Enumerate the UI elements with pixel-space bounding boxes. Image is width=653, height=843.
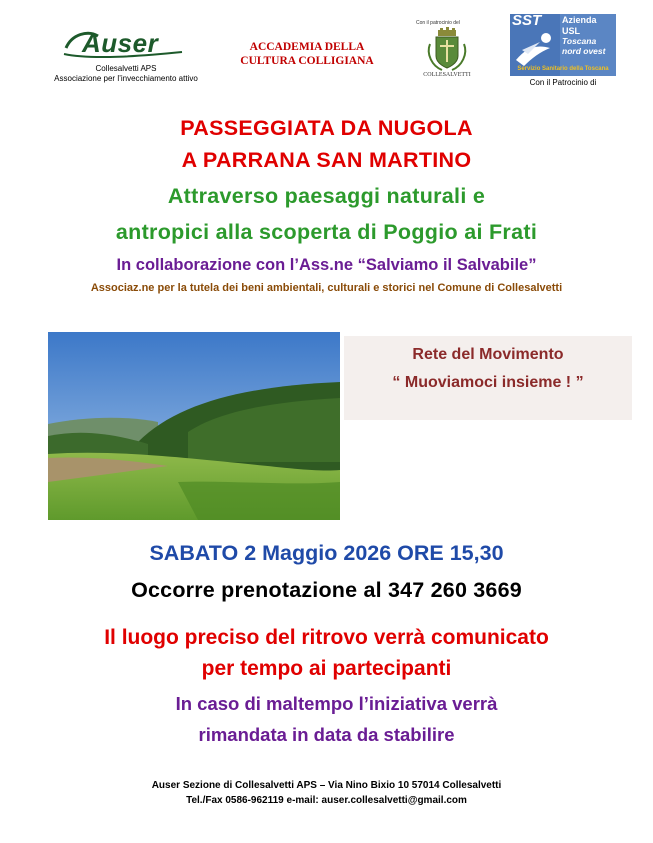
subtitle-line-1: Attraverso paesaggi naturali e [167, 184, 486, 208]
meeting-info-line-2: per tempo ai partecipanti [201, 657, 452, 680]
asl-line-2: USL [562, 26, 580, 36]
comune-name: COLLESALVETTI [423, 72, 471, 78]
collaboration-subtext: Associaz.ne per la tutela dei beni ambientali, culturali e storici nel Comune di Collesalvetti [90, 282, 563, 294]
accademia-line-1: ACCADEMIA DELLA [249, 41, 365, 53]
weather-info-line-2: rimandata in data da stabilire [198, 724, 455, 745]
auser-tagline: Associazione per l’invecchiamento attivo [54, 74, 198, 83]
asl-patrocinio: Con il Patrocinio di [529, 78, 597, 87]
asl-line-3: Toscana [562, 36, 597, 46]
collaboration-text: In collaborazione con l’Ass.ne “Salviamo il Salvabile” [116, 256, 537, 274]
title-line-2: A PARRANA SAN MARTINO [181, 148, 472, 172]
meeting-info-line-1: Il luogo preciso del ritrovo verrà comunicato [104, 626, 549, 649]
event-date: SABATO 2 Maggio 2026 ORE 15,30 [149, 541, 504, 565]
title-line-1: PASSEGGIATA DA NUGOLA [180, 116, 473, 140]
footer-contact: Tel./Fax 0586-962119 e-mail: auser.collesalvetti@gmail.com [186, 795, 467, 806]
accademia-logo-text [226, 40, 388, 68]
accademia-line-2: CULTURA COLLIGIANA [240, 55, 374, 67]
booking-phone: Occorre prenotazione al 347 260 3669 [131, 578, 522, 602]
rete-line-1: Rete del Movimento [412, 346, 564, 363]
auser-name: Auser [82, 28, 159, 58]
weather-info-line-1: In caso di maltempo l’iniziativa verrà [175, 693, 498, 714]
auser-subtitle: Collesalvetti APS [95, 64, 157, 73]
asl-logo-label: SST [512, 12, 542, 29]
comune-patrocinio: Con il patrocinio del [416, 20, 460, 26]
asl-line-4: nord ovest [562, 46, 606, 56]
footer-address: Auser Sezione di Collesalvetti APS – Via Nino Bixio 10 57014 Collesalvetti [151, 780, 502, 791]
asl-line-1: Azienda [562, 15, 597, 25]
subtitle-line-2: antropici alla scoperta di Poggio ai Frati [115, 220, 538, 244]
rete-line-2: “ Muoviamoci insieme ! ” [392, 374, 584, 391]
landscape-photo [48, 332, 340, 520]
asl-servizio: Servizio Sanitario della Toscana [517, 66, 609, 72]
landscape-photo-icon [48, 332, 340, 520]
